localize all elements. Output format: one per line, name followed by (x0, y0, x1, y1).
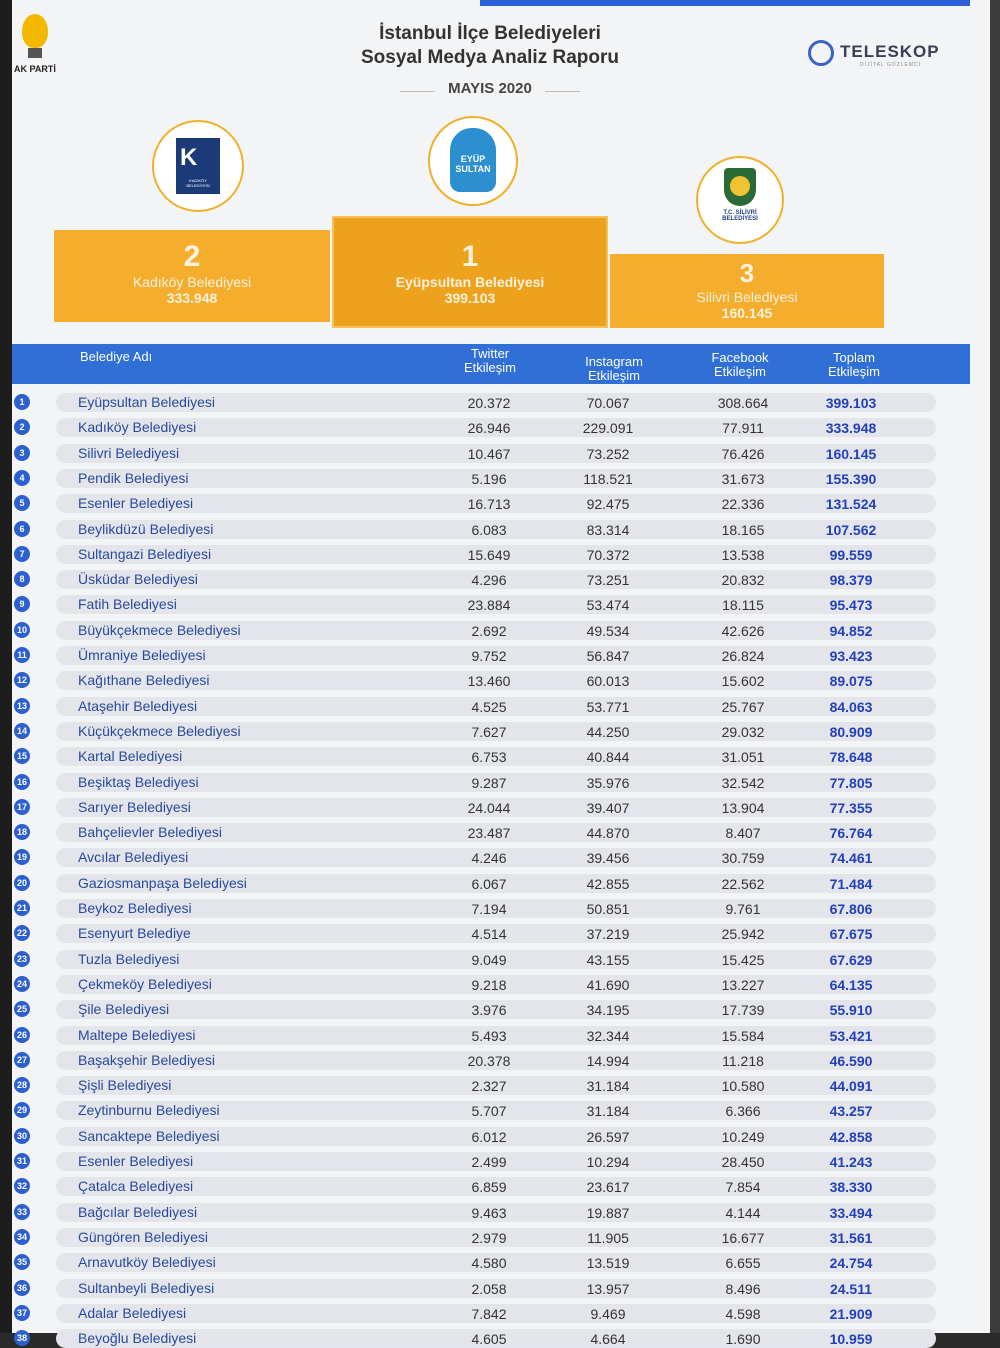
rank-badge: 18 (14, 824, 30, 840)
twitter-value: 26.946 (467, 420, 511, 437)
instagram-value: 35.976 (586, 774, 630, 791)
instagram-value: 53.474 (586, 597, 630, 614)
instagram-value: 70.372 (586, 546, 630, 563)
rank-badge: 19 (14, 849, 30, 865)
rank-badge: 16 (14, 774, 30, 790)
table-row (16, 797, 940, 817)
facebook-value: 4.144 (725, 1204, 761, 1221)
table-row (16, 1075, 940, 1095)
municipality-name: Silivri Belediyesi (78, 444, 180, 461)
rank-badge: 8 (14, 571, 30, 587)
twitter-value: 4.514 (471, 926, 507, 943)
instagram-value: 31.184 (586, 1078, 630, 1095)
facebook-value: 31.673 (721, 470, 765, 487)
rank-badge: 23 (14, 951, 30, 967)
twitter-value: 2.692 (471, 622, 507, 639)
twitter-value: 16.713 (467, 496, 511, 513)
rank-badge: 10 (14, 622, 30, 638)
facebook-value: 77.911 (722, 420, 764, 437)
municipality-name: Güngören Belediyesi (78, 1228, 208, 1245)
municipality-name: Büyükçekmece Belediyesi (78, 621, 241, 638)
facebook-value: 6.655 (725, 1255, 761, 1272)
municipality-name: Esenler Belediyesi (78, 1153, 194, 1169)
table-row (16, 1176, 940, 1196)
total-value: 24.754 (829, 1255, 873, 1272)
top-accent-bar (480, 0, 970, 6)
instagram-value: 23.617 (586, 1179, 630, 1196)
total-value: 155.390 (825, 470, 877, 487)
party-logo (14, 8, 58, 78)
rank-badge: 32 (14, 1178, 30, 1194)
rank-badge: 5 (14, 495, 30, 511)
page-left-edge (0, 0, 12, 1333)
table-row (16, 1202, 940, 1222)
table-row (16, 974, 940, 994)
instagram-value: 26.597 (586, 1128, 630, 1145)
instagram-value: 56.847 (586, 648, 630, 664)
telescope-icon (808, 40, 834, 66)
rank-badge: 38 (14, 1330, 30, 1346)
instagram-value: 50.851 (586, 901, 630, 917)
instagram-value: 73.251 (586, 572, 630, 589)
table-row (16, 999, 940, 1019)
facebook-value: 22.562 (721, 875, 765, 892)
twitter-value: 23.884 (467, 597, 511, 614)
facebook-value: 18.115 (722, 597, 764, 614)
rank-badge: 17 (14, 799, 30, 815)
table-row (16, 519, 940, 539)
facebook-value: 13.227 (721, 976, 765, 993)
table-row (16, 1126, 940, 1146)
rank-badge: 9 (14, 596, 30, 612)
table-row (16, 847, 940, 867)
twitter-value: 6.083 (471, 521, 507, 538)
instagram-value: 13.519 (586, 1255, 630, 1272)
silivri-logo: T.C. SİLİVRİ BELEDİYESİ (696, 156, 784, 244)
total-value: 67.806 (829, 901, 873, 917)
table-row (16, 1100, 940, 1120)
rank-badge: 7 (14, 546, 30, 562)
table-row (16, 392, 940, 412)
facebook-value: 29.032 (721, 723, 765, 740)
municipality-name: Ataşehir Belediyesi (78, 697, 198, 714)
total-value: 93.423 (829, 648, 873, 664)
rank-badge: 27 (14, 1052, 30, 1068)
report-title: İstanbul İlçe Belediyeleri Sosyal Medya Analiz Raporu (361, 23, 619, 68)
instagram-value: 31.184 (586, 1103, 630, 1120)
instagram-value: 32.344 (586, 1027, 630, 1044)
facebook-value: 16.677 (721, 1229, 765, 1246)
total-value: 89.075 (829, 673, 873, 690)
rank-badge: 28 (14, 1077, 30, 1093)
municipality-name: Beşiktaş Belediyesi (78, 773, 199, 790)
table-row (16, 1303, 940, 1323)
twitter-value: 2.979 (471, 1229, 507, 1246)
twitter-value: 20.378 (467, 1052, 511, 1069)
table-row (16, 620, 940, 640)
rank-badge: 14 (14, 723, 30, 739)
facebook-value: 26.824 (721, 648, 765, 664)
facebook-value: 22.336 (721, 496, 765, 513)
instagram-value: 118.521 (583, 470, 633, 487)
twitter-value: 6.859 (471, 1179, 507, 1196)
table-row (16, 822, 940, 842)
municipality-name: Üsküdar Belediyesi (78, 571, 198, 588)
rank-badge: 35 (14, 1254, 30, 1270)
table-row (16, 670, 940, 690)
table-row (16, 696, 940, 716)
municipality-name: Sarıyer Belediyesi (78, 798, 191, 815)
municipality-name: Kadıköy Belediyesi (78, 419, 197, 436)
municipality-name: Sancaktepe Belediyesi (78, 1127, 220, 1144)
table-row (16, 443, 940, 463)
rank-badge: 21 (14, 900, 30, 916)
total-value: 43.257 (829, 1103, 873, 1120)
facebook-value: 25.942 (721, 926, 765, 943)
table-row (16, 468, 940, 488)
rank-badge: 34 (14, 1229, 30, 1245)
instagram-value: 60.013 (586, 673, 630, 690)
twitter-value: 4.525 (471, 698, 507, 715)
table-row (16, 417, 940, 437)
total-value: 76.764 (829, 825, 873, 842)
municipality-name: Pendik Belediyesi (78, 469, 189, 486)
municipality-name: Beykoz Belediyesi (78, 900, 192, 916)
facebook-value: 4.598 (725, 1305, 761, 1322)
municipality-name: Avcılar Belediyesi (78, 849, 189, 866)
rank-badge: 15 (14, 748, 30, 764)
instagram-value: 83.314 (586, 521, 630, 538)
instagram-value: 39.456 (586, 850, 630, 867)
facebook-value: 15.584 (721, 1027, 765, 1044)
instagram-value: 37.219 (586, 926, 630, 943)
total-value: 98.379 (829, 572, 873, 589)
instagram-value: 42.855 (586, 875, 630, 892)
facebook-value: 13.904 (721, 799, 765, 816)
municipality-name: Kartal Belediyesi (78, 748, 183, 765)
instagram-value: 39.407 (586, 799, 630, 816)
municipality-name: Maltepe Belediyesi (78, 1026, 196, 1043)
lightbulb-icon (22, 14, 48, 48)
total-value: 31.561 (829, 1229, 873, 1246)
twitter-value: 6.753 (471, 749, 507, 766)
twitter-value: 20.372 (467, 395, 511, 411)
twitter-value: 4.296 (471, 572, 507, 589)
facebook-value: 17.739 (721, 1002, 765, 1019)
total-value: 160.145 (825, 445, 877, 462)
page-right-edge (990, 0, 1000, 1333)
table-row (16, 1252, 940, 1272)
facebook-value: 7.854 (725, 1179, 761, 1196)
rank-badge: 2 (14, 419, 30, 435)
municipality-name: Arnavutköy Belediyesi (78, 1254, 216, 1271)
facebook-value: 15.425 (721, 951, 765, 968)
instagram-value: 92.475 (586, 496, 630, 513)
facebook-value: 10.249 (721, 1128, 765, 1145)
total-value: 55.910 (829, 1002, 873, 1019)
table-row (16, 1278, 940, 1298)
total-value: 95.473 (829, 597, 873, 614)
twitter-value: 5.707 (471, 1103, 507, 1120)
table-row (16, 721, 940, 741)
total-value: 333.948 (825, 420, 877, 437)
municipality-name: Tuzla Belediyesi (78, 950, 180, 967)
total-value: 53.421 (829, 1027, 873, 1044)
twitter-value: 4.605 (471, 1331, 507, 1348)
municipality-name: Beylikdüzü Belediyesi (78, 520, 214, 537)
rank-badge: 31 (14, 1153, 30, 1169)
total-value: 77.355 (829, 799, 873, 816)
twitter-value: 5.493 (471, 1027, 507, 1044)
instagram-value: 53.771 (586, 698, 630, 715)
instagram-value: 14.994 (586, 1052, 630, 1069)
rank-badge: 30 (14, 1128, 30, 1144)
twitter-value: 6.067 (471, 875, 507, 892)
podium-third: 3 Silivri Belediyesi 160.145 (610, 254, 884, 328)
table-row (16, 544, 940, 564)
rank-badge: 1 (14, 394, 30, 410)
table-row (16, 873, 940, 893)
facebook-value: 13.538 (721, 546, 765, 563)
rank-badge: 29 (14, 1102, 30, 1118)
total-value: 21.909 (829, 1305, 873, 1322)
twitter-value: 7.627 (471, 723, 507, 740)
total-value: 38.330 (829, 1179, 873, 1196)
table-row (16, 898, 940, 918)
municipality-name: Sultangazi Belediyesi (78, 545, 212, 562)
rank-badge: 11 (14, 647, 30, 663)
rank-badge: 26 (14, 1027, 30, 1043)
facebook-value: 31.051 (721, 749, 765, 766)
twitter-value: 24.044 (467, 799, 511, 816)
table-row (16, 645, 940, 665)
municipality-name: Şişli Belediyesi (78, 1077, 172, 1094)
total-value: 399.103 (825, 395, 877, 411)
total-value: 46.590 (829, 1052, 873, 1069)
total-value: 24.511 (829, 1280, 873, 1297)
rank-badge: 12 (14, 672, 30, 688)
municipality-name: Sultanbeyli Belediyesi (78, 1279, 215, 1296)
rank-badge: 37 (14, 1305, 30, 1321)
municipality-name: Adalar Belediyesi (78, 1304, 187, 1321)
rank-badge: 20 (14, 875, 30, 891)
brand-name: TELESKOP (840, 42, 940, 61)
total-value: 107.562 (825, 521, 877, 538)
table-row (16, 1328, 940, 1348)
instagram-value: 41.690 (586, 976, 630, 993)
rank-badge: 4 (14, 470, 30, 486)
total-value: 64.135 (829, 976, 873, 993)
twitter-value: 7.194 (471, 901, 507, 917)
total-value: 78.648 (829, 749, 873, 766)
facebook-value: 308.664 (717, 395, 769, 411)
report-period: MAYIS 2020 (400, 80, 580, 97)
municipality-name: Çekmeköy Belediyesi (78, 975, 212, 992)
eyupsultan-logo: EYÜP SULTAN (428, 116, 518, 206)
instagram-value: 43.155 (586, 951, 630, 968)
total-value: 131.524 (825, 496, 877, 513)
facebook-value: 20.832 (721, 572, 765, 589)
table-row (16, 1050, 940, 1070)
facebook-value: 6.366 (725, 1103, 761, 1120)
total-value: 84.063 (829, 698, 873, 715)
rank-badge: 3 (14, 445, 30, 461)
twitter-value: 9.218 (471, 976, 507, 993)
facebook-value: 76.426 (721, 445, 765, 462)
total-value: 33.494 (829, 1204, 873, 1221)
total-value: 71.484 (829, 875, 873, 892)
municipality-name: Şile Belediyesi (78, 1001, 170, 1018)
total-value: 99.559 (829, 546, 873, 563)
twitter-value: 6.012 (471, 1128, 507, 1145)
rank-badge: 25 (14, 1001, 30, 1017)
municipality-name: Bahçelievler Belediyesi (78, 824, 222, 841)
facebook-value: 11.218 (722, 1052, 764, 1069)
twitter-value: 13.460 (467, 673, 511, 690)
col-header-name: Belediye Adı (80, 349, 153, 364)
rank-badge: 13 (14, 698, 30, 714)
rank-badge: 24 (14, 976, 30, 992)
party-name: AK PARTİ (14, 64, 56, 74)
twitter-value: 7.842 (471, 1305, 507, 1322)
podium-second: 2 Kadıköy Belediyesi 333.948 (54, 230, 330, 322)
table-row (16, 594, 940, 614)
municipality-name: Küçükçekmece Belediyesi (78, 722, 241, 739)
twitter-value: 5.196 (471, 470, 507, 487)
col-header-twitter: Twitter Etkileşim (463, 346, 516, 375)
municipality-name: Zeytinburnu Belediyesi (78, 1102, 220, 1119)
facebook-value: 25.767 (721, 698, 765, 715)
total-value: 41.243 (829, 1154, 873, 1170)
facebook-value: 8.407 (725, 825, 761, 842)
rank-badge: 36 (14, 1280, 30, 1296)
municipality-name: Başakşehir Belediyesi (78, 1051, 215, 1068)
facebook-value: 9.761 (725, 901, 761, 917)
municipality-name: Kağıthane Belediyesi (78, 672, 210, 689)
table-row (16, 923, 940, 943)
twitter-value: 15.649 (467, 546, 511, 563)
municipality-name: Eyüpsultan Belediyesi (78, 394, 215, 410)
podium-first: 1 Eyüpsultan Belediyesi 399.103 (332, 216, 608, 328)
instagram-value: 70.067 (586, 395, 630, 411)
municipality-name: Beyoğlu Belediyesi (78, 1330, 197, 1347)
twitter-value: 2.499 (471, 1154, 507, 1170)
facebook-value: 28.450 (721, 1154, 765, 1170)
table-row (16, 746, 940, 766)
twitter-value: 10.467 (467, 445, 511, 462)
col-header-instagram: Instagram Etkileşim (585, 354, 643, 383)
rank-badge: 6 (14, 521, 30, 537)
twitter-value: 9.287 (471, 774, 507, 791)
total-value: 77.805 (829, 774, 873, 791)
instagram-value: 49.534 (586, 622, 630, 639)
total-value: 74.461 (829, 850, 873, 867)
municipality-name: Esenler Belediyesi (78, 495, 194, 512)
instagram-value: 73.252 (586, 445, 630, 462)
table-row (16, 1151, 940, 1171)
instagram-value: 11.905 (587, 1229, 629, 1246)
facebook-value: 8.496 (725, 1280, 761, 1297)
total-value: 67.629 (829, 951, 873, 968)
total-value: 67.675 (829, 926, 873, 943)
total-value: 80.909 (829, 723, 873, 740)
kadikoy-logo: K KADIKÖY BELEDİYESİ (152, 120, 244, 212)
facebook-value: 32.542 (721, 774, 765, 791)
twitter-value: 4.246 (471, 850, 507, 867)
table-row (16, 1025, 940, 1045)
col-header-total: Toplam Etkileşim (827, 350, 880, 379)
instagram-value: 40.844 (586, 749, 630, 766)
instagram-value: 44.870 (586, 825, 630, 842)
facebook-value: 18.165 (721, 521, 765, 538)
twitter-value: 9.752 (471, 648, 507, 664)
instagram-value: 9.469 (590, 1305, 626, 1322)
instagram-value: 13.957 (586, 1280, 630, 1297)
twitter-value: 2.327 (471, 1078, 507, 1095)
instagram-value: 19.887 (586, 1204, 630, 1221)
instagram-value: 34.195 (586, 1002, 630, 1019)
total-value: 10.959 (829, 1331, 873, 1348)
rank-badge: 33 (14, 1204, 30, 1220)
table-row (16, 569, 940, 589)
twitter-value: 3.976 (471, 1002, 507, 1019)
municipality-name: Esenyurt Belediye (78, 925, 191, 942)
municipality-name: Çatalca Belediyesi (78, 1178, 194, 1195)
total-value: 42.858 (829, 1128, 873, 1145)
instagram-value: 44.250 (586, 723, 630, 740)
twitter-value: 9.463 (471, 1204, 507, 1221)
table-header (12, 344, 970, 384)
instagram-value: 4.664 (590, 1331, 626, 1348)
twitter-value: 2.058 (471, 1280, 507, 1297)
table-row (16, 1227, 940, 1247)
instagram-value: 10.294 (586, 1154, 630, 1170)
brand-subtitle: DİJİTAL GÖZLEMCİ (860, 62, 922, 68)
facebook-value: 1.690 (725, 1331, 761, 1348)
col-header-facebook: Facebook Etkileşim (711, 350, 769, 379)
total-value: 94.852 (829, 622, 873, 639)
table-row (16, 772, 940, 792)
table-row (16, 493, 940, 513)
facebook-value: 30.759 (721, 850, 765, 867)
twitter-value: 9.049 (471, 951, 507, 968)
instagram-value: 229.091 (582, 420, 634, 437)
facebook-value: 10.580 (721, 1078, 765, 1095)
municipality-name: Bağcılar Belediyesi (78, 1203, 198, 1220)
total-value: 44.091 (829, 1078, 873, 1095)
twitter-value: 23.487 (467, 825, 511, 842)
twitter-value: 4.580 (471, 1255, 507, 1272)
municipality-name: Gaziosmanpaşa Belediyesi (78, 874, 247, 891)
facebook-value: 15.602 (721, 673, 765, 690)
facebook-value: 42.626 (721, 622, 765, 639)
municipality-name: Ümraniye Belediyesi (78, 647, 206, 663)
rank-badge: 22 (14, 925, 30, 941)
table-row (16, 949, 940, 969)
municipality-name: Fatih Belediyesi (78, 596, 177, 613)
